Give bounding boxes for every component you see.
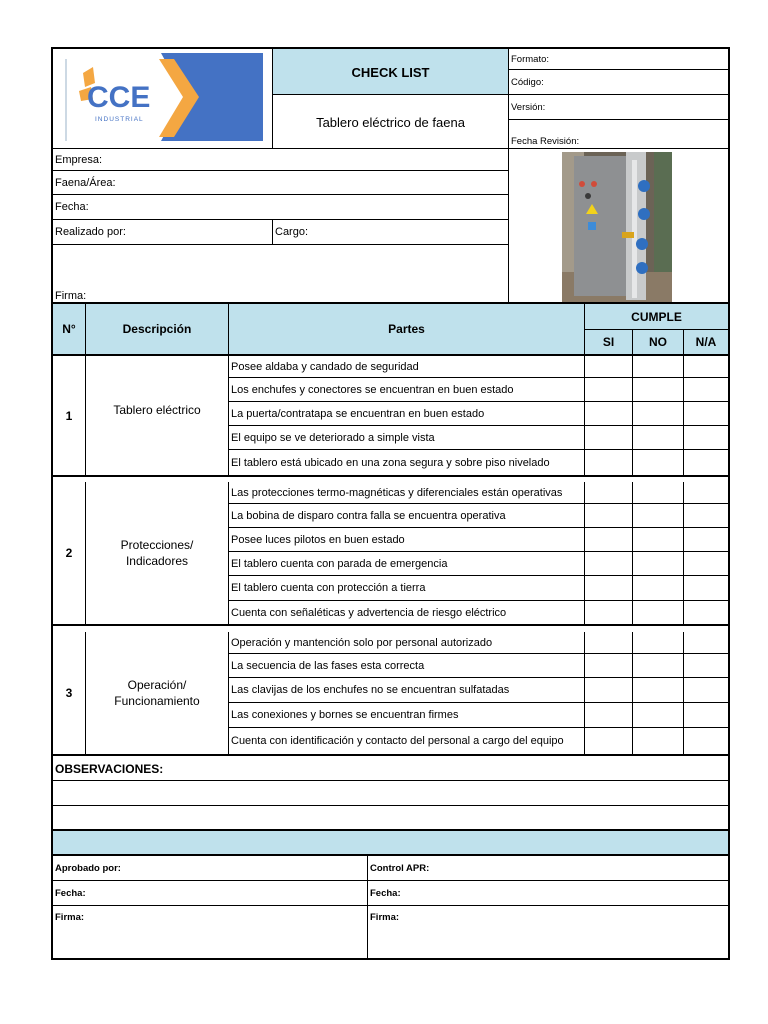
checkbox-no[interactable]	[633, 654, 684, 678]
checkbox-si[interactable]	[585, 654, 633, 678]
checkbox-no[interactable]	[633, 703, 684, 728]
checkbox-no[interactable]	[633, 482, 684, 504]
observaciones-label: OBSERVACIONES:	[53, 757, 728, 781]
checkbox-no[interactable]	[633, 632, 684, 654]
checkbox-no[interactable]	[633, 402, 684, 426]
checkbox-si[interactable]	[585, 528, 633, 552]
checklist-item: La puerta/contratapa se encuentran en buen estado	[229, 402, 585, 426]
checkbox-no[interactable]	[633, 504, 684, 528]
cargo-field[interactable]: Cargo:	[273, 220, 508, 245]
checklist-item: Cuenta con señaléticas y advertencia de riesgo eléctrico	[229, 601, 585, 626]
checklist-item: Posee luces pilotos en buen estado	[229, 528, 585, 552]
checkbox-na[interactable]	[684, 482, 728, 504]
checkbox-no[interactable]	[633, 576, 684, 601]
checkbox-na[interactable]	[684, 728, 728, 756]
checkbox-si[interactable]	[585, 632, 633, 654]
column-header-description: Descripción	[86, 304, 229, 356]
checklist-item: La bobina de disparo contra falla se encuentra operativa	[229, 504, 585, 528]
group-number: 3	[53, 632, 86, 756]
checklist-item: Los enchufes y conectores se encuentran en buen estado	[229, 378, 585, 402]
svg-text:CCE: CCE	[87, 81, 151, 114]
meta-formato: Formato:	[509, 49, 728, 70]
checklist-item: El tablero cuenta con parada de emergencia	[229, 552, 585, 576]
group-description-line: Protecciones/	[120, 538, 194, 552]
checkbox-no[interactable]	[633, 678, 684, 703]
checkbox-na[interactable]	[684, 576, 728, 601]
realizado-field[interactable]: Realizado por:	[53, 220, 273, 245]
checklist-item: Las conexiones y bornes se encuentran firmes	[229, 703, 585, 728]
checklist-item: Cuenta con identificación y contacto del personal a cargo del equipo	[229, 728, 585, 756]
group-description	[86, 632, 229, 756]
empresa-field[interactable]: Empresa:	[53, 149, 508, 171]
checkbox-si[interactable]	[585, 703, 633, 728]
checkbox-na[interactable]	[684, 528, 728, 552]
checkbox-na[interactable]	[684, 426, 728, 450]
checkbox-si[interactable]	[585, 678, 633, 703]
checklist-item: El tablero está ubicado en una zona segura y sobre piso nivelado	[229, 450, 585, 477]
checkbox-na[interactable]	[684, 450, 728, 477]
checkbox-si[interactable]	[585, 426, 633, 450]
checkbox-no[interactable]	[633, 528, 684, 552]
group-number: 1	[53, 356, 86, 477]
page-subtitle: Tablero eléctrico de faena	[273, 94, 508, 149]
checklist-item: El tablero cuenta con protección a tierra	[229, 576, 585, 601]
checkbox-na[interactable]	[684, 601, 728, 626]
checkbox-si[interactable]	[585, 601, 633, 626]
checkbox-no[interactable]	[633, 601, 684, 626]
checkbox-si[interactable]	[585, 482, 633, 504]
checkbox-si[interactable]	[585, 504, 633, 528]
group-description-line: Indicadores	[125, 554, 189, 568]
checkbox-no[interactable]	[633, 450, 684, 477]
logo-cell	[53, 49, 272, 149]
checkbox-si[interactable]	[585, 728, 633, 756]
footer-fecha-left[interactable]: Fecha:	[53, 881, 368, 906]
checklist-item: Operación y mantención solo por personal autorizado	[229, 632, 585, 654]
checkbox-na[interactable]	[684, 402, 728, 426]
observaciones-line-2[interactable]	[53, 806, 728, 831]
firma-field[interactable]: Firma:	[55, 290, 87, 302]
group-number: 2	[53, 482, 86, 626]
checkbox-si[interactable]	[585, 402, 633, 426]
checkbox-na[interactable]	[684, 703, 728, 728]
column-header-si: SI	[585, 330, 633, 356]
column-header-number: N°	[53, 304, 86, 356]
checkbox-na[interactable]	[684, 678, 728, 703]
checkbox-no[interactable]	[633, 728, 684, 756]
observaciones-line-1[interactable]	[53, 781, 728, 806]
svg-text:INDUSTRIAL: INDUSTRIAL	[95, 116, 144, 123]
checkbox-na[interactable]	[684, 632, 728, 654]
group-description	[86, 482, 229, 626]
footer-fecha-right[interactable]: Fecha:	[368, 881, 728, 906]
column-header-parts: Partes	[229, 304, 585, 356]
checkbox-si[interactable]	[585, 356, 633, 378]
checkbox-na[interactable]	[684, 654, 728, 678]
checklist-item: Posee aldaba y candado de seguridad	[229, 356, 585, 378]
photo-cell	[509, 149, 728, 303]
column-header-cumple: CUMPLE	[585, 304, 728, 330]
checkbox-si[interactable]	[585, 450, 633, 477]
checklist-item: Las protecciones termo-magnéticas y diferenciales están operativas	[229, 482, 585, 504]
meta-fecha-revision: Fecha Revisión:	[511, 136, 580, 147]
column-header-na: N/A	[684, 330, 728, 356]
footer-band	[53, 831, 728, 856]
electrical-panel-photo	[562, 152, 672, 302]
checkbox-na[interactable]	[684, 504, 728, 528]
checklist-item: La secuencia de las fases esta correcta	[229, 654, 585, 678]
fecha-field[interactable]: Fecha:	[53, 195, 508, 220]
checkbox-no[interactable]	[633, 552, 684, 576]
checkbox-si[interactable]	[585, 378, 633, 402]
meta-version: Versión:	[509, 95, 728, 120]
footer-firma-left[interactable]: Firma:	[53, 906, 368, 958]
checkbox-si[interactable]	[585, 552, 633, 576]
checklist-item: Las clavijas de los enchufes no se encuentran sulfatadas	[229, 678, 585, 703]
company-logo	[63, 53, 263, 145]
group-description-line: Funcionamiento	[114, 694, 200, 708]
aprobado-field[interactable]: Aprobado por:	[53, 856, 368, 881]
control-apr-field[interactable]: Control APR:	[368, 856, 728, 881]
column-header-no: NO	[633, 330, 684, 356]
group-description: Tablero eléctrico	[86, 356, 229, 477]
checkbox-na[interactable]	[684, 378, 728, 402]
group-description-line: Operación/	[127, 678, 187, 692]
page-title: CHECK LIST	[273, 49, 508, 95]
checkbox-na[interactable]	[684, 552, 728, 576]
checkbox-no[interactable]	[633, 356, 684, 378]
checkbox-no[interactable]	[633, 426, 684, 450]
faena-field[interactable]: Faena/Área:	[53, 171, 508, 195]
checkbox-na[interactable]	[684, 356, 728, 378]
checkbox-si[interactable]	[585, 576, 633, 601]
checklist-item: El equipo se ve deteriorado a simple vista	[229, 426, 585, 450]
footer-firma-right[interactable]: Firma:	[370, 912, 400, 923]
checkbox-no[interactable]	[633, 378, 684, 402]
meta-codigo: Código:	[509, 70, 728, 95]
